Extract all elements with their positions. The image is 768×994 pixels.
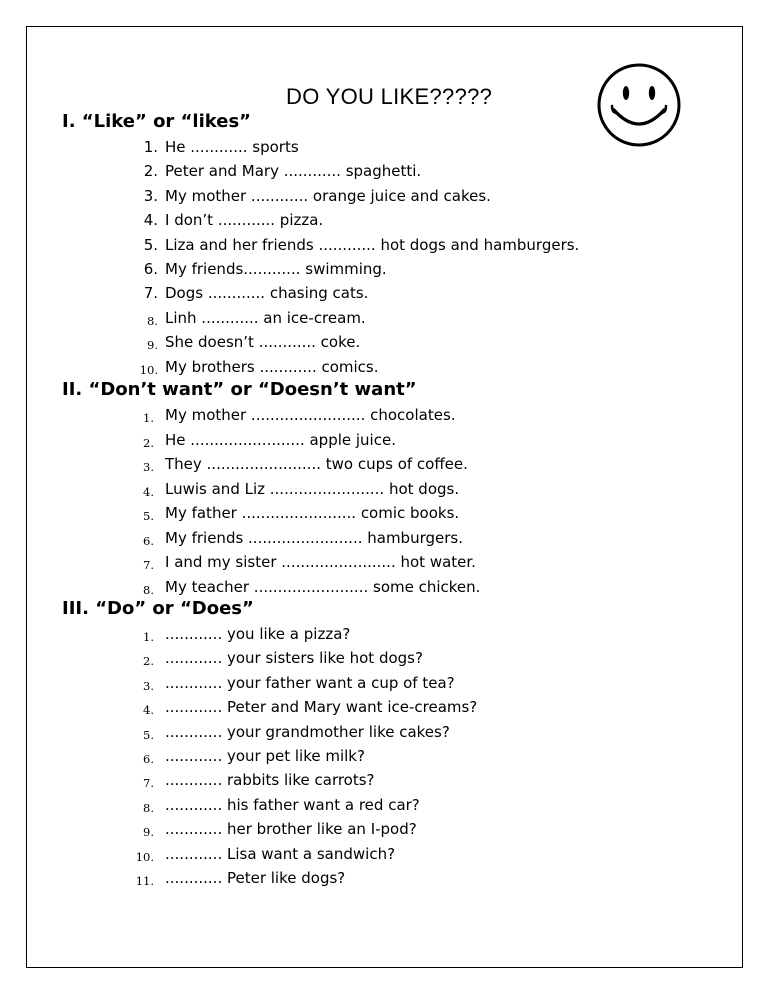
- item-text: Peter and Mary ............ spaghetti.: [165, 162, 422, 180]
- item-number: 1.: [143, 411, 154, 425]
- item-number: 1.: [143, 630, 154, 644]
- item-text: She doesn’t ............ coke.: [165, 333, 361, 351]
- item-number: 2.: [143, 654, 154, 668]
- item-number: 8.: [147, 314, 158, 328]
- item-text: ............ Peter and Mary want ice-creams?: [165, 698, 478, 716]
- item-text: He ........................ apple juice.: [165, 431, 396, 449]
- item-number: 5.: [143, 728, 154, 742]
- item-number: 6.: [143, 534, 154, 548]
- item-number: 5.: [143, 236, 158, 254]
- item-text: My mother ............ orange juice and cakes.: [165, 187, 491, 205]
- item-text: ............ your father want a cup of tea?: [165, 674, 455, 692]
- item-number: 4.: [143, 703, 154, 717]
- item-number: 8.: [143, 801, 154, 815]
- item-text: My teacher ........................ some chicken.: [165, 578, 481, 596]
- section-heading-dont-want: II. “Don’t want” or “Doesn’t want”: [62, 379, 417, 400]
- item-number: 4.: [143, 485, 154, 499]
- item-number: 7.: [143, 776, 154, 790]
- item-number: 3.: [143, 460, 154, 474]
- item-text: They ........................ two cups of coffee.: [165, 455, 468, 473]
- item-text: He ............ sports: [165, 138, 299, 156]
- item-text: ............ you like a pizza?: [165, 625, 351, 643]
- item-text: My friends ........................ hamburgers.: [165, 529, 463, 547]
- item-text: ............ her brother like an I-pod?: [165, 820, 417, 838]
- item-text: My father ........................ comic books.: [165, 504, 460, 522]
- item-text: I don’t ............ pizza.: [165, 211, 324, 229]
- item-text: ............ Lisa want a sandwich?: [165, 845, 396, 863]
- item-text: ............ your sisters like hot dogs?: [165, 649, 423, 667]
- section-heading-do-does: III. “Do” or “Does”: [62, 598, 254, 619]
- item-number: 8.: [143, 583, 154, 597]
- item-text: My friends............ swimming.: [165, 260, 387, 278]
- item-number: 10.: [135, 850, 154, 864]
- item-text: Luwis and Liz ........................ hot dogs.: [165, 480, 460, 498]
- item-number: 2.: [143, 162, 158, 180]
- item-number: 7.: [143, 284, 158, 302]
- item-text: I and my sister ........................ hot water.: [165, 553, 476, 571]
- item-number: 2.: [143, 436, 154, 450]
- item-text: ............ his father want a red car?: [165, 796, 420, 814]
- item-number: 3.: [143, 679, 154, 693]
- item-text: My mother ........................ chocolates.: [165, 406, 456, 424]
- item-number: 9.: [147, 338, 158, 352]
- item-text: ............ rabbits like carrots?: [165, 771, 375, 789]
- item-number: 9.: [143, 825, 154, 839]
- item-text: Linh ............ an ice-cream.: [165, 309, 366, 327]
- item-number: 1.: [143, 138, 158, 156]
- item-number: 5.: [143, 509, 154, 523]
- item-text: ............ your pet like milk?: [165, 747, 365, 765]
- item-text: ............ your grandmother like cakes?: [165, 723, 450, 741]
- item-number: 7.: [143, 558, 154, 572]
- item-number: 6.: [143, 260, 158, 278]
- item-number: 4.: [143, 211, 158, 229]
- item-text: My brothers ............ comics.: [165, 358, 379, 376]
- page-title: DO YOU LIKE?????: [286, 84, 493, 109]
- item-number: 6.: [143, 752, 154, 766]
- item-text: Liza and her friends ............ hot dogs and hamburgers.: [165, 236, 580, 254]
- section-heading-like-likes: I. “Like” or “likes”: [62, 111, 251, 132]
- item-number: 11.: [135, 874, 154, 888]
- smiley-face-icon: [596, 62, 682, 148]
- item-text: Dogs ............ chasing cats.: [165, 284, 369, 302]
- item-number: 10.: [139, 363, 158, 377]
- item-number: 3.: [143, 187, 158, 205]
- item-text: ............ Peter like dogs?: [165, 869, 346, 887]
